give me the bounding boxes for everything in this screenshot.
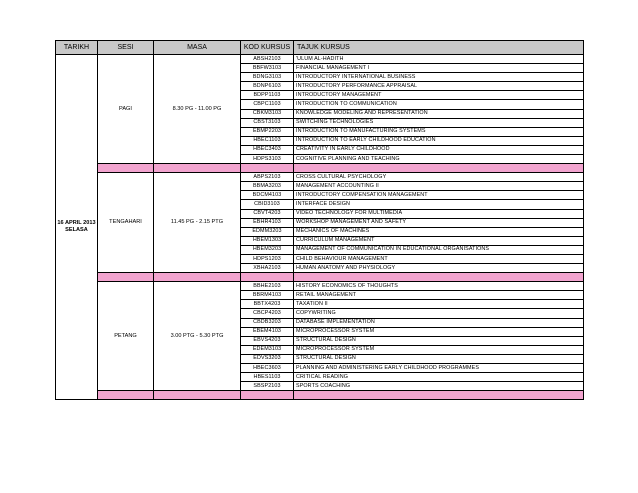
separator-cell <box>154 273 241 282</box>
header-masa: MASA <box>154 41 241 55</box>
separator-cell <box>241 391 294 400</box>
course-title-cell: STRUCTURAL DESIGN <box>294 354 584 363</box>
course-title-cell: MICROPROCESSOR SYSTEM <box>294 327 584 336</box>
separator-cell <box>98 164 154 173</box>
separator-cell <box>154 391 241 400</box>
course-title-cell: CURRICULUM MANAGEMENT <box>294 236 584 245</box>
course-title-cell: INTRODUCTION TO MANUFACTURING SYSTEMS <box>294 127 584 136</box>
course-title-cell: COPYWRITING <box>294 309 584 318</box>
course-title-cell: CHILD BEHAVIOUR MANAGEMENT <box>294 254 584 263</box>
course-title-cell: CREATIVITY IN EARLY CHILDHOOD <box>294 145 584 154</box>
course-code-cell: EBVS4203 <box>241 336 294 345</box>
course-code-cell: HDPS1203 <box>241 254 294 263</box>
course-code-cell: CBKM3103 <box>241 109 294 118</box>
course-code-cell: SBSP2103 <box>241 382 294 391</box>
session-time-cell: 8.30 PG - 11.00 PG <box>154 55 241 164</box>
course-title-cell: VIDEO TECHNOLOGY FOR MULTIMEDIA <box>294 209 584 218</box>
course-title-cell: RETAIL MANAGEMENT <box>294 291 584 300</box>
session-name-cell: TENGAHARI <box>98 173 154 273</box>
separator-cell <box>294 164 584 173</box>
course-title-cell: INTRODUCTORY MANAGEMENT <box>294 91 584 100</box>
course-code-cell: CBVT4203 <box>241 209 294 218</box>
course-title-cell: COGNITIVE PLANNING AND TEACHING <box>294 155 584 164</box>
course-code-cell: CBPC1103 <box>241 100 294 109</box>
course-code-cell: EBEM4103 <box>241 327 294 336</box>
course-title-cell: STRUCTURAL DESIGN <box>294 336 584 345</box>
exam-schedule-sheet <box>55 40 583 400</box>
separator-cell <box>294 391 584 400</box>
course-code-cell: EDMM3203 <box>241 227 294 236</box>
header-kod-kursus: KOD KURSUS <box>241 41 294 55</box>
course-code-cell: BDCM4103 <box>241 191 294 200</box>
session-name-cell: PETANG <box>98 282 154 391</box>
session-time-cell: 11.45 PG - 2.15 PTG <box>154 173 241 273</box>
course-code-cell: HBEC3403 <box>241 145 294 154</box>
course-title-cell: INTRODUCTORY INTERNATIONAL BUSINESS <box>294 73 584 82</box>
course-code-cell: CBST3103 <box>241 118 294 127</box>
course-code-cell: BBMA3203 <box>241 182 294 191</box>
course-code-cell: BBRM4103 <box>241 291 294 300</box>
course-code-cell: BBFW3103 <box>241 64 294 73</box>
course-title-cell: INTRODUCTORY PERFORMANCE APPRAISAL <box>294 82 584 91</box>
course-title-cell: FINANCIAL MANAGEMENT I <box>294 64 584 73</box>
course-code-cell: EBMP2203 <box>241 127 294 136</box>
course-code-cell: HDPS3103 <box>241 155 294 164</box>
course-title-cell: MICROPROCESSOR SYSTEM <box>294 345 584 354</box>
course-title-cell: INTERFACE DESIGN <box>294 200 584 209</box>
course-code-cell: HBEM3203 <box>241 245 294 254</box>
course-code-cell: BDPP1103 <box>241 91 294 100</box>
course-code-cell: BBTX4203 <box>241 300 294 309</box>
separator-cell <box>98 391 154 400</box>
course-code-cell: HBES1103 <box>241 373 294 382</box>
course-code-cell: BDNG3103 <box>241 73 294 82</box>
table-row <box>56 173 584 182</box>
course-code-cell: ABPS2103 <box>241 173 294 182</box>
course-title-cell: TAXATION II <box>294 300 584 309</box>
header-tajuk-kursus: TAJUK KURSUS <box>294 41 584 55</box>
course-title-cell: DATABASE IMPLEMENTATION <box>294 318 584 327</box>
course-code-cell: HBEC1103 <box>241 136 294 145</box>
course-code-cell: BDNP6103 <box>241 82 294 91</box>
header-sesi: SESI <box>98 41 154 55</box>
course-title-cell: SPORTS COACHING <box>294 382 584 391</box>
course-title-cell: HISTORY ECONOMICS OF THOUGHTS <box>294 282 584 291</box>
session-separator-row <box>56 273 584 282</box>
course-code-cell: XBHA2103 <box>241 264 294 273</box>
table-row <box>56 282 584 291</box>
exam-date: 16 APRIL 2013 <box>57 220 96 227</box>
course-title-cell: MANAGEMENT OF COMMUNICATION IN EDUCATIONAL ORGANISATIONS <box>294 245 584 254</box>
schedule-body <box>56 55 584 400</box>
separator-cell <box>294 273 584 282</box>
course-code-cell: CBCP4203 <box>241 309 294 318</box>
course-code-cell: EBHR4103 <box>241 218 294 227</box>
course-code-cell: EDVS3203 <box>241 354 294 363</box>
course-title-cell: 'ULUM AL-HADITH <box>294 55 584 64</box>
table-row <box>56 55 584 64</box>
course-title-cell: HUMAN ANATOMY AND PHYSIOLOGY <box>294 264 584 273</box>
course-title-cell: CRITICAL READING <box>294 373 584 382</box>
course-code-cell: HBEM1303 <box>241 236 294 245</box>
separator-cell <box>241 273 294 282</box>
course-title-cell: SWITCHING TECHNOLOGIES <box>294 118 584 127</box>
session-time-cell: 3.00 PTG - 5.30 PTG <box>154 282 241 391</box>
course-title-cell: PLANNING AND ADMINISTERING EARLY CHILDHOOD PROGRAMMES <box>294 364 584 373</box>
exam-date-cell <box>56 55 98 400</box>
separator-cell <box>98 273 154 282</box>
course-code-cell: BBHE2103 <box>241 282 294 291</box>
course-title-cell: KNOWLEDGE MODELING AND REPRESENTATION <box>294 109 584 118</box>
course-title-cell: INTRODUCTION TO COMMUNICATION <box>294 100 584 109</box>
course-title-cell: INTRODUCTION TO EARLY CHILDHOOD EDUCATION <box>294 136 584 145</box>
course-title-cell: INTRODUCTORY COMPENSATION MANAGEMENT <box>294 191 584 200</box>
separator-cell <box>154 164 241 173</box>
separator-cell <box>241 164 294 173</box>
course-title-cell: MANAGEMENT ACCOUNTING II <box>294 182 584 191</box>
course-code-cell: ABSH2103 <box>241 55 294 64</box>
header-row <box>56 41 584 55</box>
exam-day: SELASA <box>65 227 88 234</box>
course-title-cell: CROSS CULTURAL PSYCHOLOGY <box>294 173 584 182</box>
course-code-cell: EDEM3103 <box>241 345 294 354</box>
session-separator-row <box>56 391 584 400</box>
exam-schedule-table <box>55 40 584 400</box>
header-tarikh: TARIKH <box>56 41 98 55</box>
course-code-cell: HBEC3603 <box>241 364 294 373</box>
course-code-cell: CBID3103 <box>241 200 294 209</box>
session-name-cell: PAGI <box>98 55 154 164</box>
course-title-cell: WORKSHOP MANAGEMENT AND SAFETY <box>294 218 584 227</box>
session-separator-row <box>56 164 584 173</box>
course-code-cell: CBDB3203 <box>241 318 294 327</box>
course-title-cell: MECHANICS OF MACHINES <box>294 227 584 236</box>
